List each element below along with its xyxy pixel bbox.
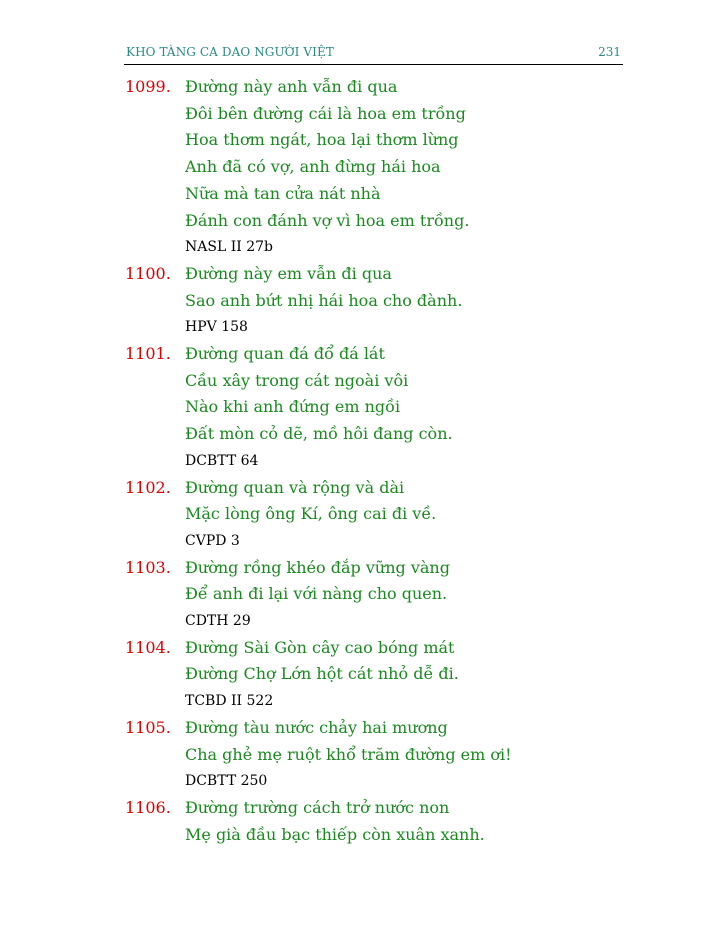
verse-lines [185, 74, 723, 261]
verse-line: Cha ghẻ mẹ ruột khổ trăm đường em ơi! [185, 744, 512, 764]
verse-line: Nữa mà tan cửa nát nhà [185, 183, 381, 203]
verse-line: Anh đã có vợ, anh đừng hái hoa [185, 157, 441, 177]
verse-list [0, 74, 723, 848]
verse-entry [0, 555, 723, 635]
verse-line: Đường rồng khéo đắp vững vàng [185, 557, 450, 577]
verse-line: Đất mòn cỏ dẽ, mồ hôi đang còn. [185, 424, 453, 444]
source-citation: CVPD 3 [185, 532, 240, 549]
verse-line: Đánh con đánh vợ vì hoa em trồng. [185, 210, 470, 230]
verse-line: Mẹ già đầu bạc thiếp còn xuân xanh. [185, 824, 485, 844]
verse-line: Để anh đi lại với nàng cho quen. [185, 584, 448, 604]
verse-entry [0, 74, 723, 261]
page-number: 231 [598, 45, 621, 59]
source-citation: HPV 158 [185, 319, 248, 336]
verse-number: 1099. [125, 77, 171, 96]
verse-line: Nào khi anh đứng em ngồi [185, 397, 401, 417]
verse-lines [185, 555, 723, 635]
source-citation: DCBTT 64 [185, 452, 259, 469]
verse-number: 1101. [125, 344, 171, 364]
verse-number: 1102. [125, 477, 171, 497]
verse-entry [0, 261, 723, 341]
verse-line: Đôi bên đường cái là hoa em trồng [185, 103, 466, 123]
source-citation: TCBD II 522 [185, 693, 274, 710]
verse-lines [185, 635, 723, 715]
verse-line: Đường tàu nước chảy hai mương [185, 717, 448, 737]
verse-line: Cầu xây trong cát ngoài vôi [185, 370, 409, 390]
verse-line: Đường quan và rộng và dài [185, 477, 405, 497]
verse-lines [185, 715, 723, 795]
verse-line: Đường này anh vẫn đi qua [185, 77, 398, 96]
source-citation: CDTH 29 [185, 613, 251, 630]
source-citation: DCBTT 250 [185, 773, 268, 790]
verse-entry [0, 475, 723, 555]
verse-line: Hoa thơm ngát, hoa lại thơm lừng [185, 130, 459, 150]
verse-entry [0, 635, 723, 715]
verse-number: 1105. [125, 717, 171, 737]
verse-line: Mặc lòng ông Kí, ông cai đi về. [185, 504, 437, 524]
verse-entry [0, 715, 723, 795]
verse-line: Đường Sài Gòn cây cao bóng mát [185, 637, 455, 657]
verse-line: Đường này em vẫn đi qua [185, 263, 392, 283]
running-header [124, 43, 623, 65]
source-citation: NASL II 27b [185, 239, 273, 256]
verse-line: Đường trường cách trở nước non [185, 797, 450, 817]
verse-lines [185, 475, 723, 555]
verse-number: 1106. [125, 797, 171, 817]
verse-line: Sao anh bứt nhị hái hoa cho đành. [185, 290, 463, 310]
verse-entry [0, 341, 723, 475]
verse-lines [185, 341, 723, 475]
verse-line: Đường quan đá đổ đá lát [185, 344, 385, 364]
verse-lines [185, 795, 723, 848]
verse-number: 1100. [125, 263, 171, 283]
verse-number: 1104. [125, 637, 171, 657]
verse-number: 1103. [125, 557, 171, 577]
verse-lines [185, 261, 723, 341]
verse-line: Đường Chợ Lớn hột cát nhỏ dễ đi. [185, 664, 459, 684]
book-title: KHO TÀNG CA DAO NGƯỜI VIỆT [126, 45, 334, 59]
verse-entry [0, 795, 723, 848]
